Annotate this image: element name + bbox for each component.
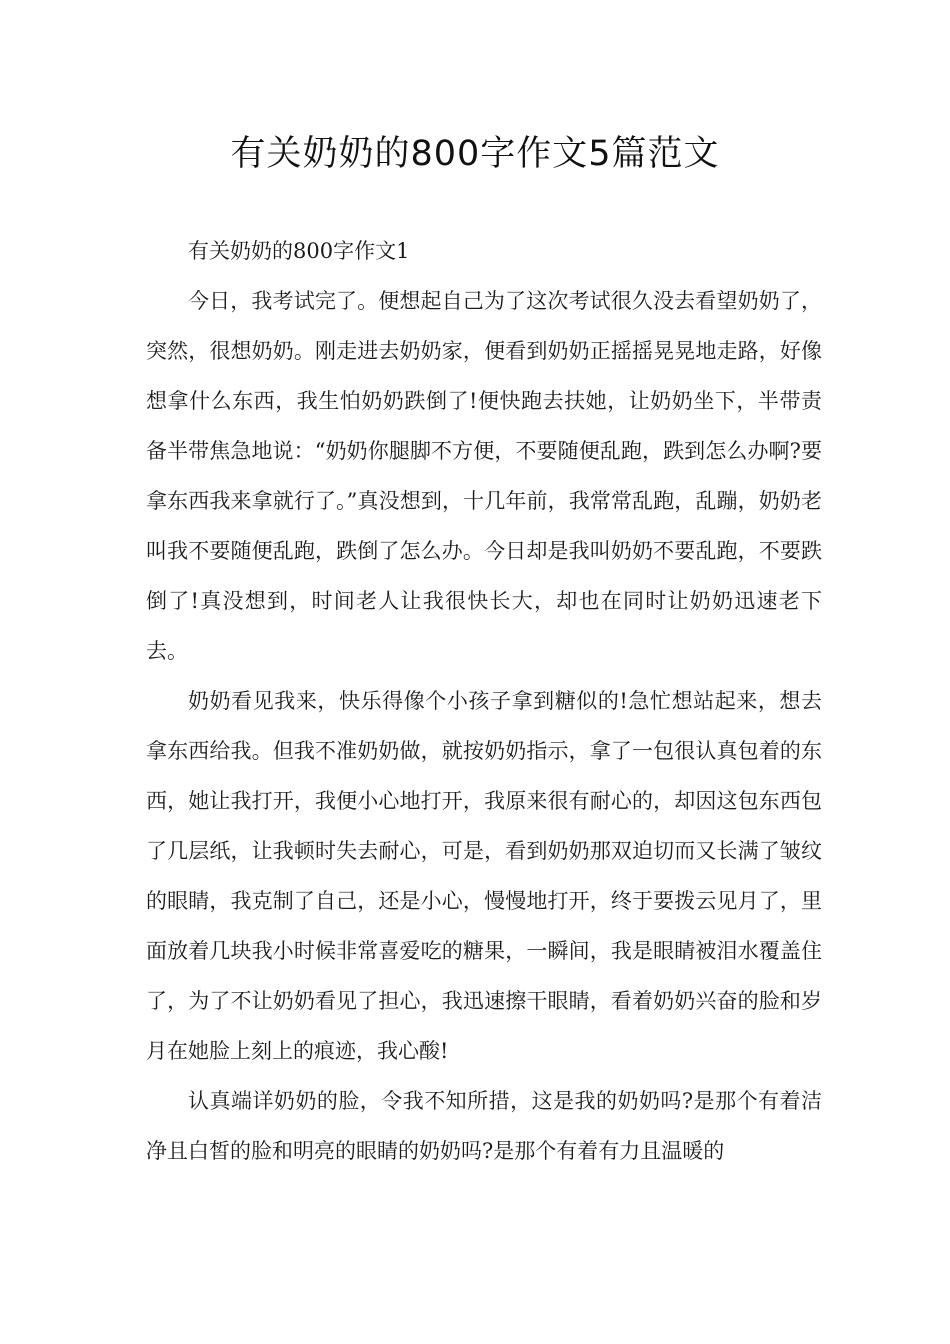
document-title: 有关奶奶的800字作文5篇范文 xyxy=(230,134,720,174)
paragraph-3: 认真端详奶奶的脸，令我不知所措，这是我的奶奶吗?是那个有着洁净且白皙的脸和明亮的眼睛的奶奶吗?是那个有着有力且温暖的 xyxy=(146,1089,822,1163)
document-body xyxy=(146,226,822,1176)
section-heading: 有关奶奶的800字作文1 xyxy=(188,239,410,263)
paragraph-2: 奶奶看见我来，快乐得像个小孩子拿到糖似的!急忙想站起来，想去拿东西给我。但我不准奶奶做，就按奶奶指示，拿了一包很认真包着的东西，她让我打开，我便小心地打开，我原来很有耐心的，却因这包东西包了几层纸，让我顿时失去耐心，可是，看到奶奶那双迫切而又长满了皱纹的眼睛，我克制了自己，还是小心，慢慢地打开，终于要拨云见月了，里面放着几块我小时候非常喜爱吃的糖果，一瞬间，我是眼睛被泪水覆盖住了，为了不让奶奶看见了担心，我迅速擦干眼睛，看着奶奶兴奋的脸和岁月在她脸上刻上的痕迹，我心酸! xyxy=(146,689,822,1063)
paragraph-1: 今日，我考试完了。便想起自己为了这次考试很久没去看望奶奶了，突然，很想奶奶。刚走进去奶奶家，便看到奶奶正摇摇晃晃地走路，好像想拿什么东西，我生怕奶奶跌倒了!便快跑去扶她，让奶奶坐下，半带责备半带焦急地说：“奶奶你腿脚不方便，不要随便乱跑，跌到怎么办啊?要拿东西我来拿就行了。”真没想到，十几年前，我常常乱跑，乱蹦，奶奶老叫我不要随便乱跑，跌倒了怎么办。今日却是我叫奶奶不要乱跑，不要跌倒了!真没想到，时间老人让我很快长大，却也在同时让奶奶迅速老下去。 xyxy=(146,289,822,663)
